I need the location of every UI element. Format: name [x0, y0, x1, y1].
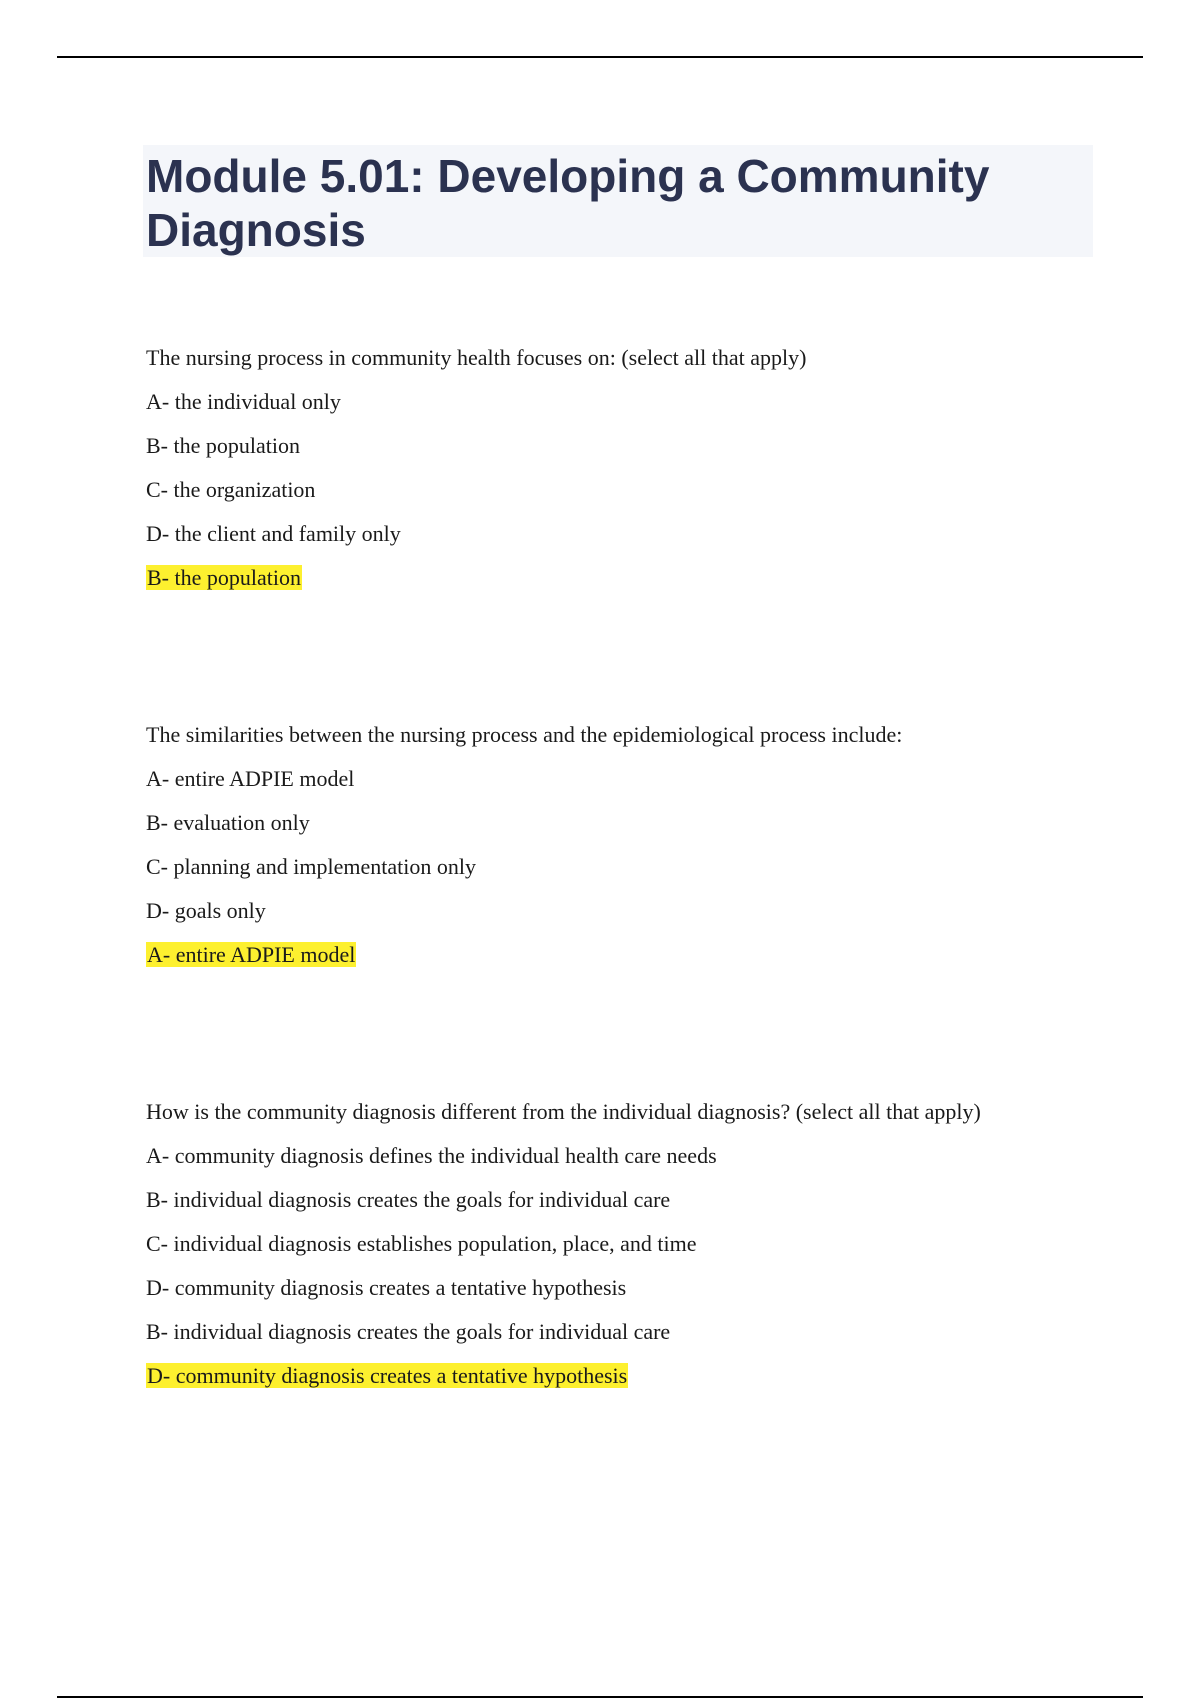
option-b-repeat: B- individual diagnosis creates the goals for individual care — [146, 1319, 671, 1344]
option-b: B- the population — [146, 433, 300, 458]
option-c: C- planning and implementation only — [146, 854, 476, 879]
option-b: B- evaluation only — [146, 810, 310, 835]
question-prompt: The similarities between the nursing process and the epidemiological process include: — [146, 722, 903, 747]
question-3 — [146, 1099, 1096, 1389]
highlighted-answer: A- entire ADPIE model — [147, 942, 356, 967]
option-a: A- entire ADPIE model — [146, 766, 355, 791]
highlighted-answer: D- community diagnosis creates a tentative hypothesis — [147, 1363, 628, 1388]
option-c: C- the organization — [146, 477, 316, 502]
questions-list — [146, 345, 1096, 1389]
question-prompt: How is the community diagnosis different from the individual diagnosis? (select all that apply) — [146, 1099, 981, 1124]
answer-line — [146, 942, 1096, 968]
option-b: B- individual diagnosis creates the goals for individual care — [146, 1187, 671, 1212]
title-banner — [143, 145, 1093, 257]
option-d: D- community diagnosis creates a tentative hypothesis — [146, 1275, 627, 1300]
bottom-rule — [57, 1696, 1143, 1698]
option-a: A- community diagnosis defines the individual health care needs — [146, 1143, 717, 1168]
question-1 — [146, 345, 1096, 591]
top-rule — [57, 56, 1143, 58]
option-a: A- the individual only — [146, 389, 341, 414]
question-2 — [146, 722, 1096, 968]
option-d: D- goals only — [146, 898, 266, 923]
highlighted-answer: B- the population — [147, 565, 301, 590]
page-title: Module 5.01: Developing a Community Diagnosis — [146, 150, 990, 256]
answer-line — [146, 1363, 1096, 1389]
answer-line — [146, 565, 1096, 591]
option-d: D- the client and family only — [146, 521, 401, 546]
question-prompt: The nursing process in community health focuses on: (select all that apply) — [146, 345, 807, 370]
option-c: C- individual diagnosis establishes population, place, and time — [146, 1231, 697, 1256]
